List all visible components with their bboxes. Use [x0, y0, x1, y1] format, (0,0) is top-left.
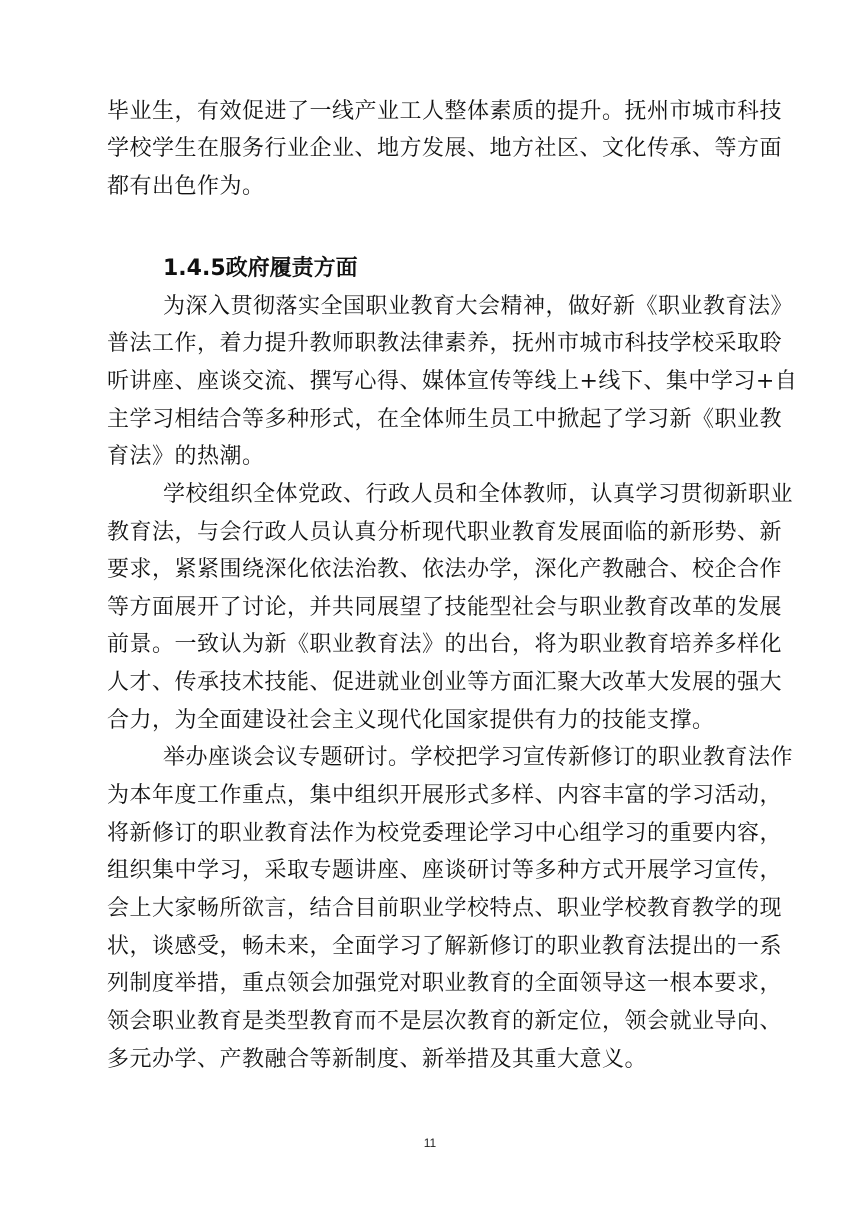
text-line: 合力，为全面建设社会主义现代化国家提供有力的技能支撑。: [107, 708, 715, 733]
text-line: 列制度举措，重点领会加强党对职业教育的全面领导这一根本要求，: [107, 971, 783, 996]
text-line: 为深入贯彻落实全国职业教育大会精神，做好新《职业教育法》: [163, 294, 794, 319]
text-line: 都有出色作为。: [107, 174, 265, 199]
text-line: 领会职业教育是类型教育而不是层次教育的新定位，领会就业导向、: [107, 1009, 783, 1034]
text-line: 毕业生，有效促进了一线产业工人整体素质的提升。抚州市城市科技: [107, 99, 783, 124]
text-line: 等方面展开了讨论，并共同展望了技能型社会与职业教育改革的发展: [107, 595, 783, 620]
text-line: 教育法，与会行政人员认真分析现代职业教育发展面临的新形势、新: [107, 520, 783, 545]
page-number: 11: [423, 1136, 437, 1150]
text-line: 前景。一致认为新《职业教育法》的出台，将为职业教育培养多样化: [107, 632, 783, 657]
text-line: 为本年度工作重点，集中组织开展形式多样、内容丰富的学习活动，: [107, 783, 783, 808]
text-line: 主学习相结合等多种形式，在全体师生员工中掀起了学习新《职业教: [107, 407, 783, 432]
text-line: 状，谈感受，畅未来，全面学习了解新修订的职业教育法提出的一系: [107, 934, 783, 959]
text-line: 将新修订的职业教育法作为校党委理论学习中心组学习的重要内容，: [107, 821, 783, 846]
text-line: 育法》的热潮。: [107, 444, 265, 469]
text-line: 普法工作，着力提升教师职教法律素养，抚州市城市科技学校采取聆: [107, 331, 783, 356]
text-line: 学校组织全体党政、行政人员和全体教师，认真学习贯彻新职业: [163, 482, 794, 507]
text-line: 举办座谈会议专题研讨。学校把学习宣传新修订的职业教育法作: [163, 745, 794, 770]
text-line: 组织集中学习，采取专题讲座、座谈研讨等多种方式开展学习宣传，: [107, 858, 783, 883]
text-line: 多元办学、产教融合等新制度、新举措及其重大意义。: [107, 1047, 648, 1072]
section-heading: 1.4.5政府履责方面: [163, 256, 358, 281]
text-line: 学校学生在服务行业企业、地方发展、地方社区、文化传承、等方面: [107, 136, 783, 161]
text-line: 会上大家畅所欲言，结合目前职业学校特点、职业学校教育教学的现: [107, 896, 783, 921]
text-line: 听讲座、座谈交流、撰写心得、媒体宣传等线上+线下、集中学习+自: [107, 369, 798, 394]
text-line: 要求，紧紧围绕深化依法治教、依法办学，深化产教融合、校企合作: [107, 557, 783, 582]
text-line: 人才、传承技术技能、促进就业创业等方面汇聚大改革大发展的强大: [107, 670, 783, 695]
